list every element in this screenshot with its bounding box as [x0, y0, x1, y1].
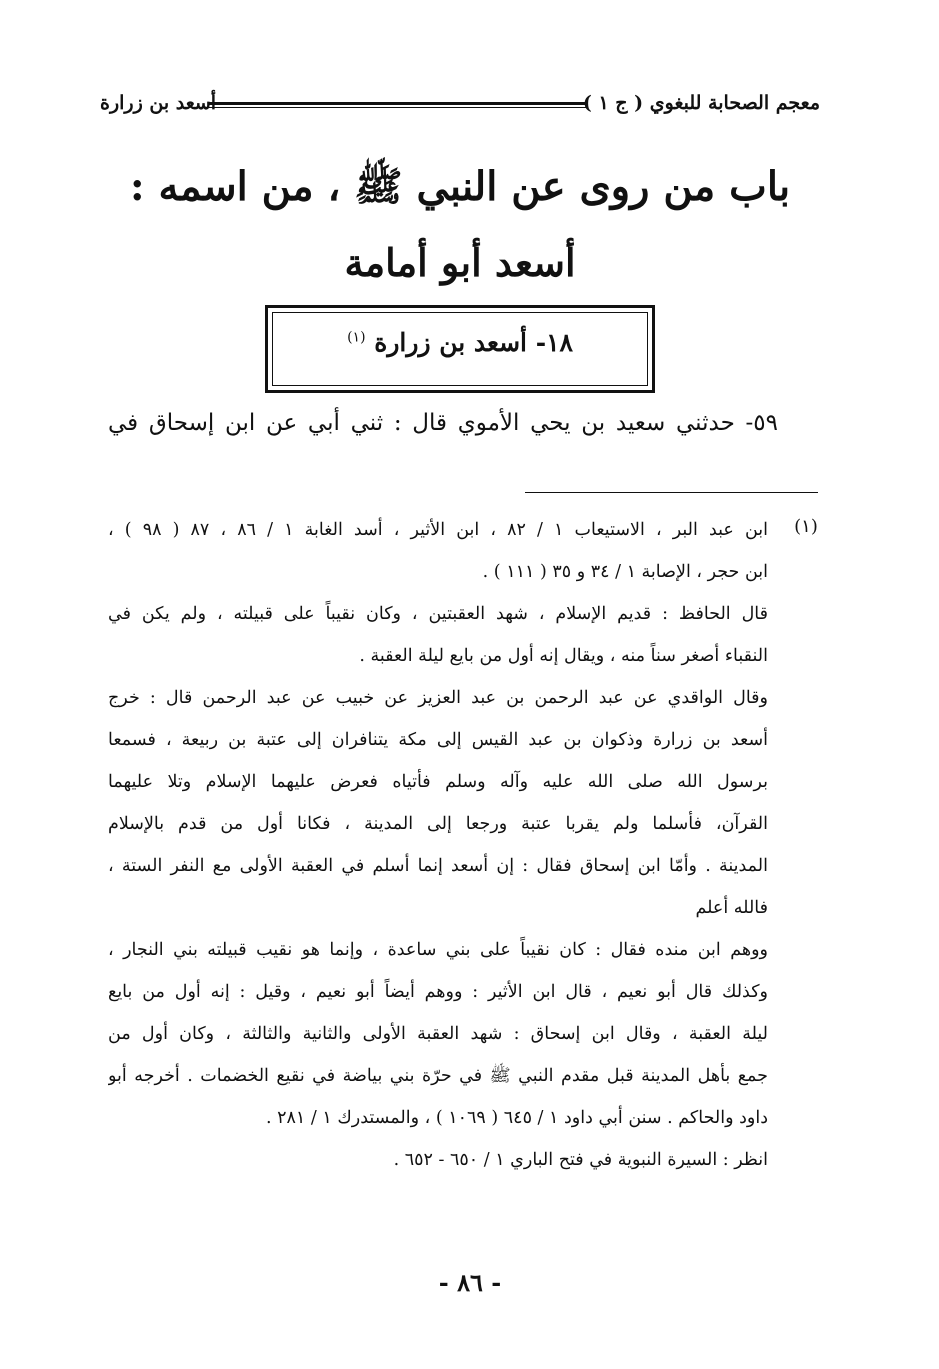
- footnote-line: أسعد بن زرارة وذكوان بن عبد القيس إلى مكة يتنافران إلى عتبة بن ربيعة ، فسمعا: [108, 730, 768, 750]
- entry-footnote-ref: (١): [347, 329, 366, 346]
- footnote-separator: [525, 492, 818, 493]
- footnote-line: ابن عبد البر ، الاستيعاب ١ / ٨٢ ، ابن الأثير ، أسد الغابة ١ / ٨٦ ، ٨٧ ( ٩٨ ) ،: [108, 520, 768, 540]
- chapter-title: باب من روى عن النبي ﷺ ، من اسمه :: [129, 163, 791, 210]
- section-subtitle: أسعد أبو أمامة: [344, 240, 576, 285]
- footnote-number: (١): [794, 516, 818, 537]
- footnote-line: قال الحافظ : قديم الإسلام ، شهد العقبتين ، وكان نقيباً على قبيلته ، ولم يكن في: [108, 604, 768, 624]
- footnote-line: ليلة العقبة ، وقال ابن إسحاق : شهد العقبة الأولى والثانية والثالثة ، وكان أول من: [108, 1024, 768, 1044]
- footnote-line: ووهم ابن منده فقال : كان نقيباً على بني ساعدة ، وإنما هو نقيب قبيلته بني النجار ،: [108, 940, 768, 960]
- entry-title: [268, 328, 652, 357]
- footnote-line: داود والحاكم . سنن أبي داود ١ / ٦٤٥ ( ١٠٦٩ ) ، والمستدرك ١ / ٢٨١ .: [265, 1108, 768, 1128]
- hadith-text: ٥٩- حدثني سعيد بن يحي الأموي قال : ثني أبي عن ابن إسحاق في: [108, 410, 778, 436]
- running-header: [100, 92, 820, 120]
- footnote-line: القرآن، فأسلما ولم يقربا عتبة ورجعا إلى المدينة ، فكانا أول من قدم بالإسلام: [108, 814, 768, 834]
- footnote-line: النقباء أصغر سناً منه ، ويقال إنه أول من بايع ليلة العقبة .: [359, 646, 768, 666]
- page-number: - ٨٦ -: [438, 1268, 502, 1297]
- footnote-line: المدينة . وأمّا ابن إسحاق فقال : إن أسعد إنما أسلم في العقبة الأولى مع النفر الستة ،: [108, 856, 768, 876]
- header-entry-name: أسعد بن زرارة: [100, 92, 217, 114]
- footnote-line: برسول الله صلى الله عليه وآله وسلم فأتياه فعرض عليهما الإسلام وتلا عليهما: [108, 772, 768, 792]
- entry-number-name: ١٨- أسعد بن زرارة: [374, 328, 573, 357]
- footnote-line: انظر : السيرة النبوية في فتح الباري ١ / ٦٥٠ - ٦٥٢ .: [393, 1150, 768, 1170]
- footnote-line: وكذلك قال أبو نعيم ، قال ابن الأثير : ووهم أيضاً أبو نعيم ، وقيل : إنه أول من بايع: [108, 982, 768, 1002]
- footnote-line: وقال الواقدي عن عبد الرحمن بن عبد العزيز عن خبيب عن عبد الرحمن قال : خرج: [108, 688, 768, 708]
- entry-title-box: [265, 305, 655, 393]
- footnote-line: فالله أعلم: [695, 898, 768, 918]
- header-rule: [208, 102, 588, 108]
- footnote-line: ابن حجر ، الإصابة ١ / ٣٤ و ٣٥ ( ١١١ ) .: [482, 562, 768, 582]
- footnote-body: [108, 514, 768, 1186]
- footnote-line: جمع بأهل المدينة قبل مقدم النبي ﷺ في حرّة بني بياضة في نقيع الخضمات . أخرجه أبو: [108, 1066, 768, 1086]
- header-book-title: معجم الصحابة للبغوي ( ج ١ ): [582, 92, 820, 114]
